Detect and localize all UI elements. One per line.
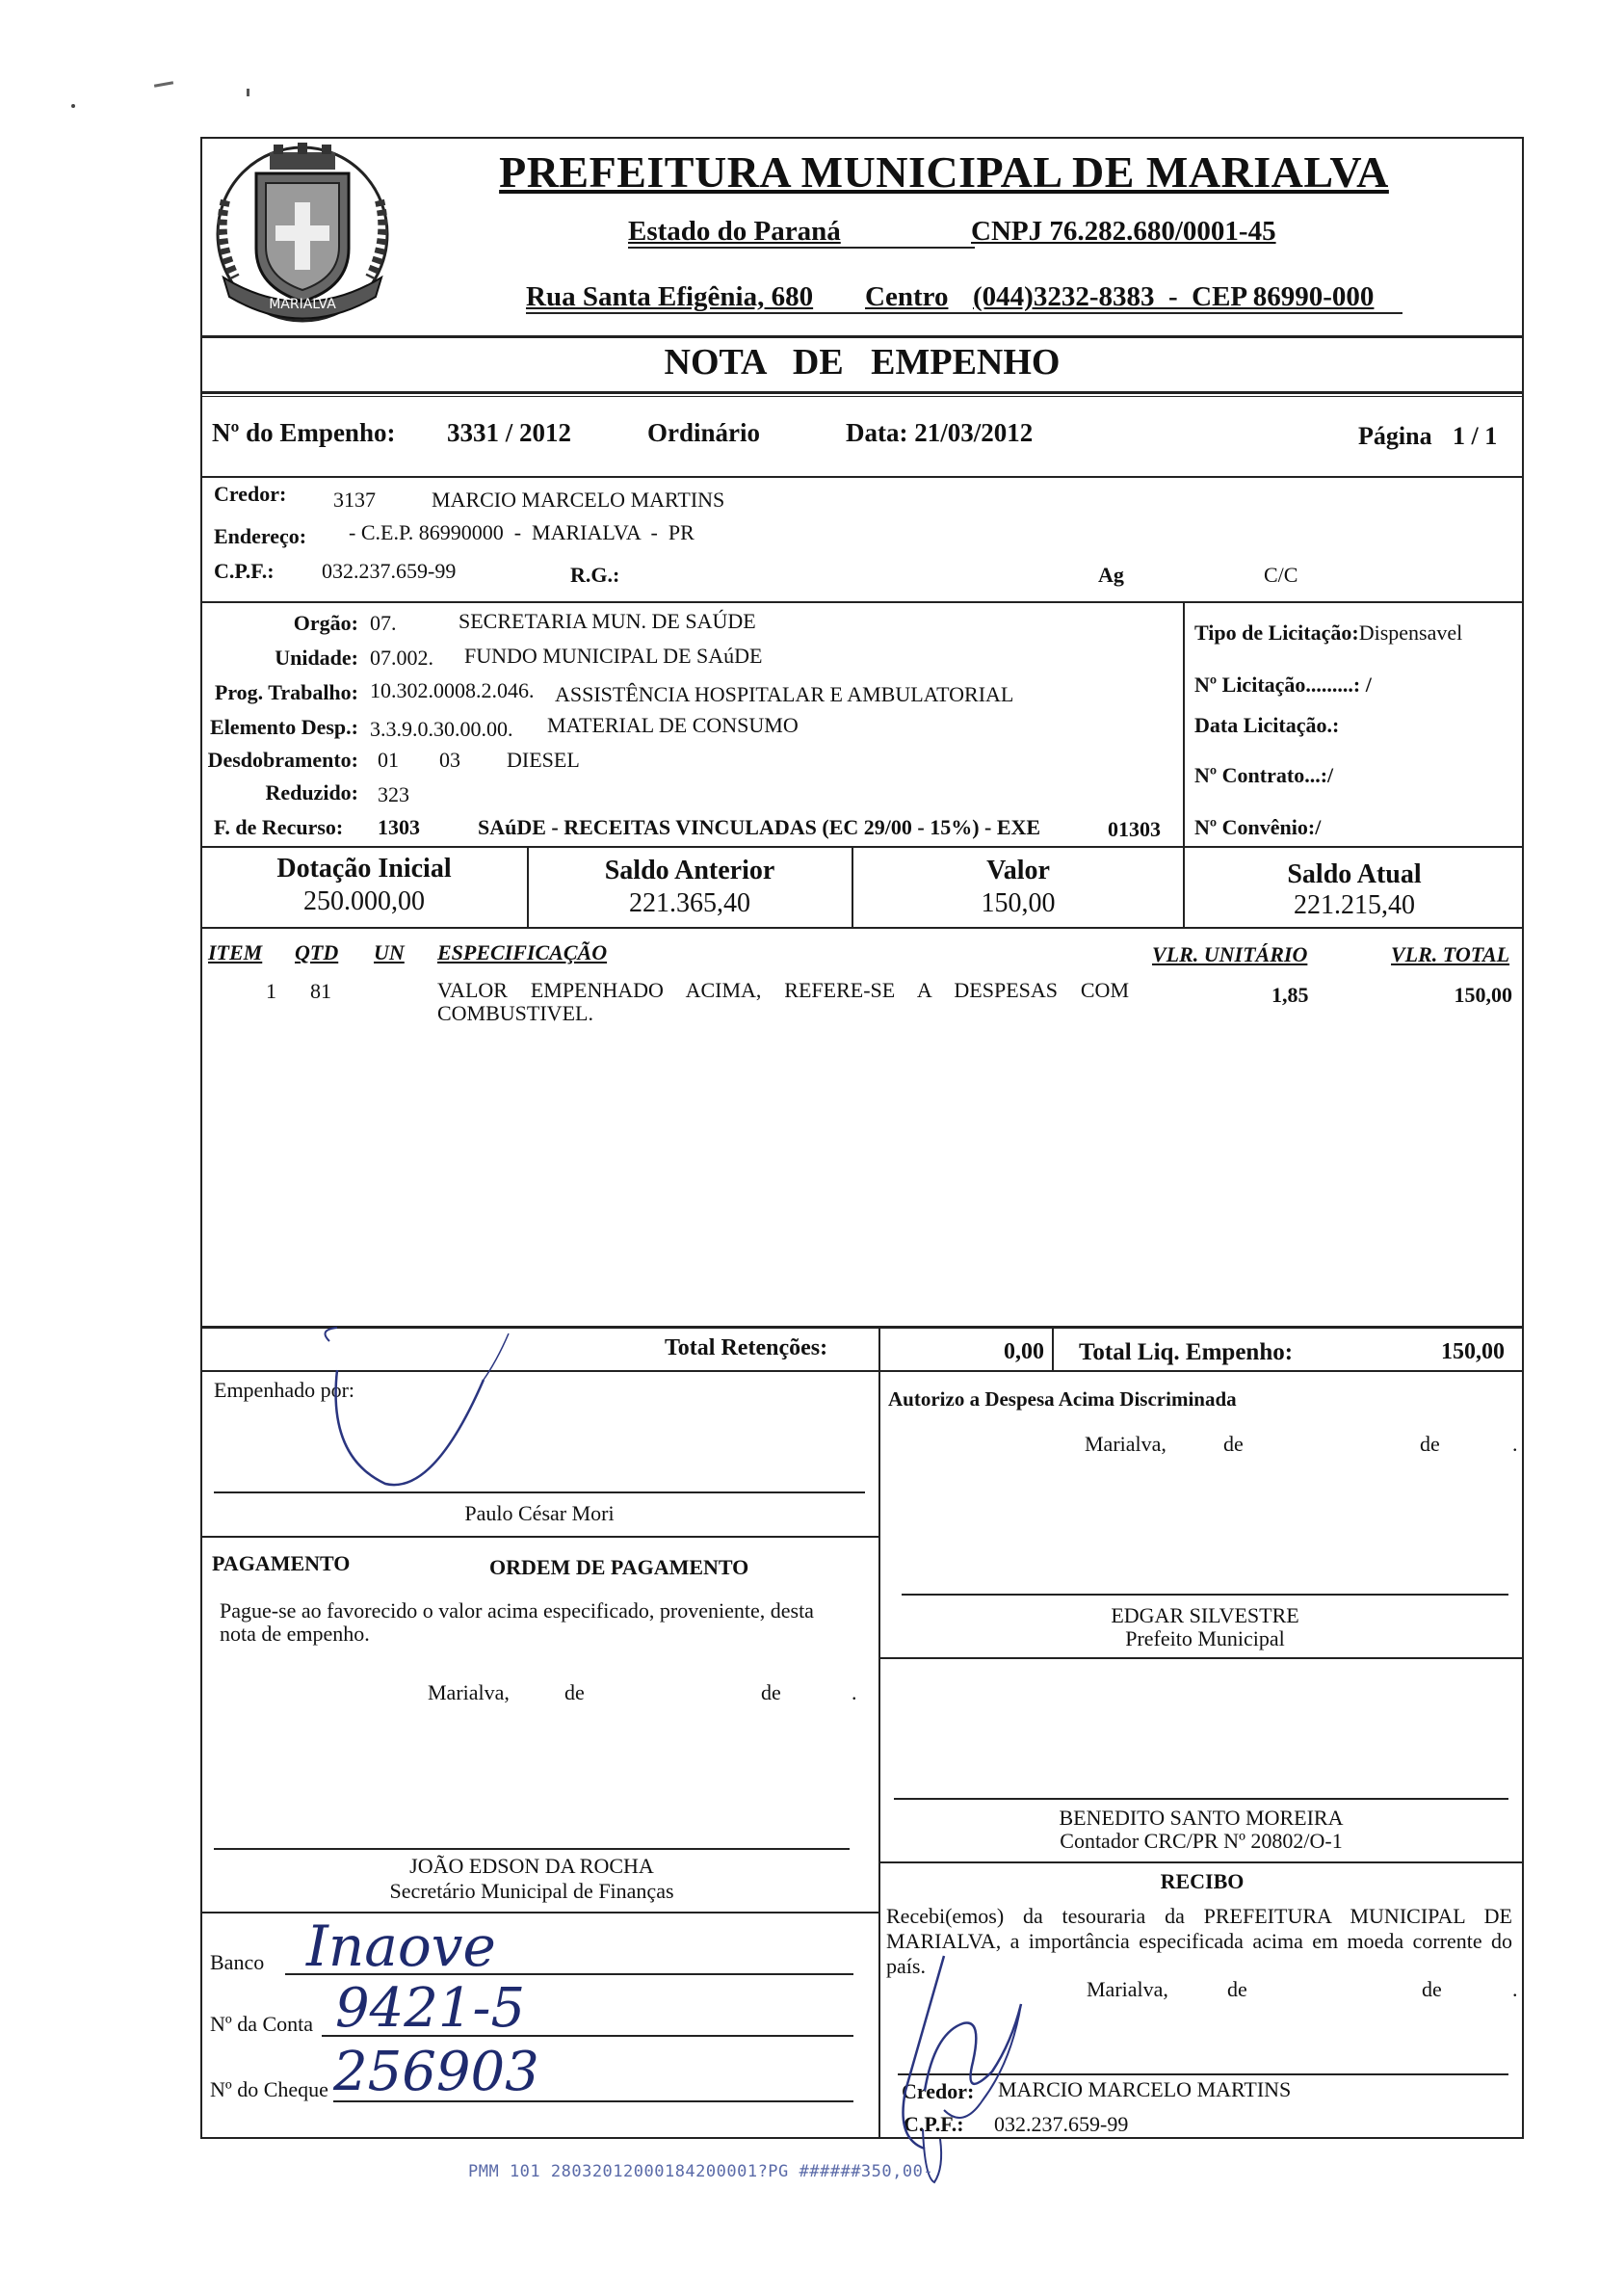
divider: [878, 1861, 1524, 1863]
divider: [200, 927, 1524, 929]
address-label: Rua Santa Efigênia, 680: [526, 281, 814, 312]
empenho-type: Ordinário: [647, 418, 761, 447]
tipo-licitacao: [1194, 620, 1462, 646]
saldo-atual-label: Saldo Atual: [1287, 859, 1422, 889]
credor-code: 3137: [333, 488, 376, 512]
col-header-vlr-total: VLR. TOTAL: [1391, 942, 1510, 966]
prog-trabalho-code: 10.302.0008.2.046.: [370, 678, 535, 702]
dotacao-inicial-value: 250.000,00: [303, 886, 425, 916]
tipo-licitacao-value: Dispensavel: [1358, 620, 1463, 645]
divider: [200, 335, 1524, 338]
orgao-label: Orgão:: [293, 611, 358, 635]
ag-label: Ag: [1098, 563, 1124, 587]
orgao-name: SECRETARIA MUN. DE SAÚDE: [459, 609, 756, 633]
total-retencoes-label: Total Retenções:: [665, 1335, 828, 1360]
banco-label: Banco: [210, 1950, 265, 1974]
state-label: Estado do Paraná: [628, 216, 841, 247]
recibo-de-1: de: [1227, 1977, 1247, 2001]
elemento-label: Elemento Desp.:: [210, 715, 358, 739]
divider: [878, 1657, 1524, 1659]
vertical-divider: [1052, 1326, 1054, 1370]
coat-of-arms-logo: [206, 133, 399, 335]
conta-label: Nº da Conta: [210, 2012, 314, 2036]
item-vlr-unitario: 1,85: [1271, 983, 1309, 1007]
pagamento-city: Marialva,: [428, 1680, 510, 1704]
pagamento-dot: .: [852, 1680, 857, 1704]
conta-value[interactable]: 9421-5: [335, 1977, 526, 2040]
saldo-anterior-value: 221.365,40: [629, 888, 750, 918]
autorizo-city: Marialva,: [1085, 1432, 1166, 1456]
empenhado-por-label: Empenhado por:: [214, 1378, 355, 1402]
vertical-divider: [878, 1326, 880, 1370]
divider: [200, 846, 1524, 848]
pagamento-signer-name: JOÃO EDSON DA ROCHA: [409, 1854, 654, 1878]
contrato-label: Nº Contrato...:/: [1194, 763, 1334, 787]
cheque-label: Nº do Cheque: [210, 2077, 328, 2101]
credor-label: Credor:: [214, 482, 287, 506]
col-header-qtd: QTD: [295, 940, 339, 964]
ordem-pagamento-title: ORDEM DE PAGAMENTO: [489, 1555, 749, 1579]
reduzido-value: 323: [378, 782, 409, 806]
endereco-label: Endereço:: [214, 524, 307, 548]
pagamento-signer-role: Secretário Municipal de Finanças: [389, 1879, 674, 1903]
recurso-code: 1303: [378, 815, 420, 839]
prog-trabalho-label: Prog. Trabalho:: [214, 680, 358, 704]
unidade-label: Unidade:: [275, 646, 358, 670]
state-underline: [628, 247, 975, 249]
divider: [200, 1912, 880, 1913]
recibo-credor-label: Credor:: [902, 2079, 975, 2103]
dotacao-inicial-label: Dotação Inicial: [276, 854, 452, 884]
desdobramento-label: Desdobramento:: [207, 748, 358, 772]
empenho-date: Data: 21/03/2012: [846, 418, 1034, 447]
item-qtd: 81: [310, 979, 331, 1003]
cc-label: C/C: [1264, 563, 1298, 587]
signature-line: [902, 1594, 1508, 1596]
contador-role: Contador CRC/PR Nº 20802/O-1: [1060, 1829, 1343, 1853]
pagamento-de-1: de: [564, 1680, 585, 1704]
pagamento-de-2: de: [761, 1680, 781, 1704]
col-header-especificacao: ESPECIFICAÇÃO: [437, 940, 608, 964]
divider: [200, 396, 1524, 397]
recibo-title: RECIBO: [1160, 1869, 1245, 1893]
recibo-dot: .: [1512, 1977, 1518, 2001]
convenio-label: Nº Convênio:/: [1194, 815, 1322, 839]
pagamento-label: PAGAMENTO: [212, 1551, 351, 1575]
prefeito-name: EDGAR SILVESTRE: [1111, 1603, 1299, 1627]
cnpj-label: CNPJ 76.282.680/0001-45: [971, 216, 1276, 247]
page-value: 1 / 1: [1453, 422, 1498, 450]
autorizo-de-1: de: [1223, 1432, 1244, 1456]
autorizo-title: Autorizo a Despesa Acima Discriminada: [888, 1387, 1237, 1411]
saldo-atual-value: 221.215,40: [1294, 890, 1415, 920]
reduzido-label: Reduzido:: [265, 780, 358, 805]
autorizo-dot: .: [1512, 1432, 1518, 1456]
divider: [200, 391, 1524, 394]
col-header-item: ITEM: [208, 940, 263, 964]
credor-name: MARCIO MARCELO MARTINS: [432, 488, 725, 512]
recibo-signature: [867, 1946, 1060, 2187]
cheque-value[interactable]: 256903: [333, 2041, 539, 2103]
recibo-text: Recebi(emos) da tesouraria da PREFEITURA MUNICIPAL DE MARIALVA, a importância especificada acima em moeda corrente do país.: [886, 1904, 1512, 1978]
authentication-stamp: PMM 101 28032012000184200001?PG ######350,00-: [468, 2162, 934, 2181]
endereco-value: - C.E.P. 86990000 - MARIALVA - PR: [349, 520, 695, 544]
total-liq-label: Total Liq. Empenho:: [1079, 1339, 1294, 1365]
scan-mark: [71, 104, 75, 108]
scan-mark: [154, 81, 173, 87]
desdobramento-code-2: 03: [439, 748, 460, 772]
tipo-licitacao-label: Tipo de Licitação:: [1194, 620, 1359, 645]
cpf-label: C.P.F.:: [214, 559, 275, 583]
elemento-code: 3.3.9.0.30.00.00.: [370, 717, 513, 741]
empenhado-signature: [222, 1322, 549, 1534]
total-retencoes-value: 0,00: [1004, 1339, 1044, 1364]
page-label: Página: [1358, 422, 1432, 450]
cpf-value: 032.237.659-99: [322, 559, 457, 583]
col-header-un: UN: [374, 940, 405, 964]
pagamento-text: Pague-se ao favorecido o valor acima especificado, proveniente, desta nota de empenho.: [220, 1598, 814, 1646]
municipality-title: PREFEITURA MUNICIPAL DE MARIALVA: [499, 147, 1389, 197]
recurso-name: SAúDE - RECEITAS VINCULADAS (EC 29/00 - 15%) - EXE: [478, 815, 1041, 839]
elemento-name: MATERIAL DE CONSUMO: [547, 713, 799, 737]
recibo-de-2: de: [1422, 1977, 1442, 2001]
unidade-code: 07.002.: [370, 646, 433, 670]
recibo-city: Marialva,: [1087, 1977, 1168, 2001]
divider: [200, 601, 1524, 603]
num-licitacao-label: Nº Licitação.........: /: [1194, 673, 1372, 697]
prog-trabalho-name: ASSISTÊNCIA HOSPITALAR E AMBULATORIAL: [555, 682, 1014, 706]
scan-mark: [247, 89, 249, 96]
valor-label: Valor: [986, 856, 1050, 885]
contador-name: BENEDITO SANTO MOREIRA: [1059, 1806, 1344, 1830]
signature-line: [894, 1798, 1508, 1800]
valor-value: 150,00: [981, 888, 1056, 918]
data-licitacao-label: Data Licitação.:: [1194, 713, 1340, 737]
empenho-number-value: 3331 / 2012: [447, 418, 572, 447]
col-header-vlr-unitario: VLR. UNITÁRIO: [1152, 942, 1308, 966]
total-liq-value: 150,00: [1441, 1339, 1505, 1364]
document-title: NOTA DE EMPENHO: [664, 342, 1061, 383]
recurso-label: F. de Recurso:: [214, 815, 344, 839]
desdobramento-code-1: 01: [378, 748, 399, 772]
saldo-anterior-label: Saldo Anterior: [604, 856, 775, 885]
banco-value[interactable]: Inaove: [306, 1913, 496, 1979]
prefeito-role: Prefeito Municipal: [1125, 1626, 1285, 1650]
divider: [200, 1536, 880, 1538]
orgao-code: 07.: [370, 611, 397, 635]
autorizo-de-2: de: [1420, 1432, 1440, 1456]
district-label: Centro: [865, 281, 949, 312]
recurso-code-2: 01303: [1108, 817, 1161, 841]
item-especificacao: VALOR EMPENHADO ACIMA, REFERE-SE A DESPESAS COM COMBUSTIVEL.: [437, 978, 1129, 1025]
empenhado-por-name: Paulo César Mori: [464, 1501, 615, 1525]
desdobramento-name: DIESEL: [507, 748, 580, 772]
recibo-cpf-value: 032.237.659-99: [994, 2112, 1129, 2136]
item-number: 1: [266, 979, 276, 1003]
rg-label: R.G.:: [570, 563, 620, 587]
recibo-credor-name: MARCIO MARCELO MARTINS: [998, 2077, 1292, 2101]
vertical-divider: [1183, 601, 1185, 848]
item-vlr-total: 150,00: [1454, 983, 1512, 1007]
empenho-number-label: Nº do Empenho:: [212, 418, 396, 447]
unidade-name: FUNDO MUNICIPAL DE SAúDE: [464, 644, 763, 668]
address-underline: [526, 312, 1402, 314]
svg-text:MARIALVA: MARIALVA: [269, 297, 336, 312]
divider: [200, 476, 1524, 478]
phone-cep-label: (044)3232-8383 - CEP 86990-000: [973, 281, 1375, 312]
signature-line: [214, 1848, 850, 1850]
recibo-cpf-label: C.P.F.:: [904, 2112, 964, 2136]
